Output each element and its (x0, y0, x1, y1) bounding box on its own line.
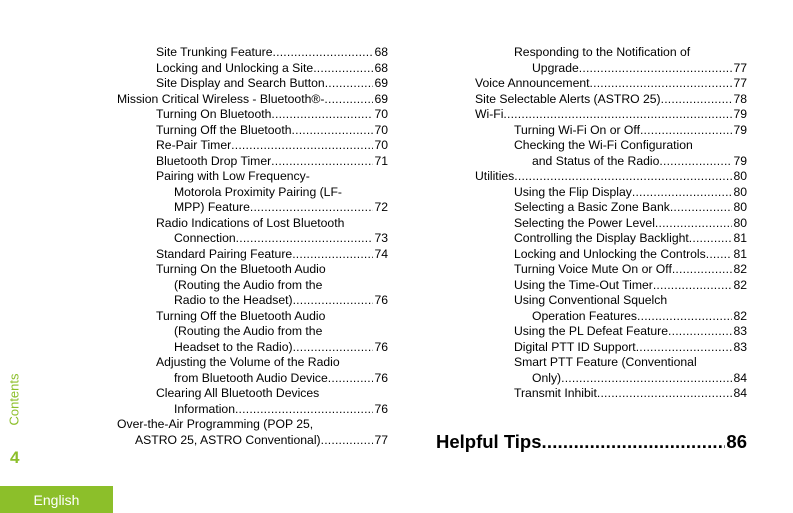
toc-page-number: 84 (733, 386, 747, 400)
toc-page-number: 74 (374, 246, 388, 261)
toc-page-number: 77 (733, 60, 747, 75)
toc-page-number: 76 (374, 339, 388, 354)
toc-page-number: 78 (733, 91, 747, 106)
dot-leader (325, 76, 374, 92)
toc-entry[interactable] (156, 247, 388, 263)
toc-entry-title: Turning Off the Bluetooth Audio (156, 308, 326, 323)
toc-page-number: 82 (733, 308, 747, 323)
toc-entry-title: Site Trunking Feature (156, 45, 273, 59)
toc-page-number: 71 (374, 153, 388, 168)
section-label-text: Contents (6, 373, 22, 426)
toc-page-number: 80 (733, 215, 747, 230)
dot-leader (293, 293, 374, 309)
toc-entry-title: Adjusting the Volume of the Radio (156, 355, 340, 369)
toc-page-number: 76 (374, 370, 388, 385)
toc-entry-title: Re-Pair Timer (156, 138, 232, 152)
toc-entry-title: Responding to the Notification of (514, 45, 691, 59)
toc-entry-title: Pairing with Low Frequency- (156, 169, 310, 183)
toc-page-number: 69 (374, 76, 388, 90)
toc-entry[interactable] (514, 216, 747, 232)
toc-entry-title: Headset to the Radio) (174, 339, 293, 354)
toc-page-number: 73 (374, 231, 388, 245)
dot-leader (653, 278, 733, 294)
dot-leader (668, 324, 732, 340)
toc-entry-title: Turning Wi-Fi On or Off (514, 122, 640, 137)
toc-entry-title: MPP) Feature (174, 200, 250, 214)
dot-leader (661, 92, 733, 108)
toc-entry-title: Turning On the Bluetooth Audio (156, 262, 326, 276)
toc-entry-title: Selecting the Power Level (514, 215, 655, 230)
toc-page-number: 82 (733, 277, 747, 292)
toc-entry[interactable] (514, 200, 747, 216)
dot-leader (293, 340, 374, 356)
language-label: English (33, 491, 80, 508)
dot-leader (637, 309, 732, 325)
toc-entry-title: Information (174, 401, 235, 416)
toc-entry-title: Using the PL Defeat Feature (514, 324, 669, 338)
toc-entry[interactable] (156, 154, 388, 170)
dot-leader (655, 216, 733, 232)
toc-page-number: 80 (733, 200, 747, 214)
section-label (2, 370, 30, 430)
toc-left-column (117, 45, 388, 448)
toc-entry[interactable] (156, 45, 388, 61)
toc-entry-title: Checking the Wi-Fi Configuration (514, 138, 693, 152)
toc-entry[interactable] (156, 386, 388, 417)
toc-entry-title: Using the Time-Out Timer (514, 277, 653, 292)
dot-leader (689, 231, 733, 247)
toc-entry[interactable] (475, 92, 747, 108)
dot-leader (670, 200, 733, 216)
toc-entry[interactable] (475, 169, 747, 185)
toc-entry-title: Upgrade (532, 60, 579, 75)
toc-entry[interactable] (514, 355, 747, 386)
toc-page-number: 76 (374, 401, 388, 416)
toc-entry[interactable] (514, 262, 747, 278)
dot-leader (313, 61, 373, 77)
toc-entry[interactable] (514, 278, 747, 294)
toc-entry[interactable] (156, 138, 388, 154)
dot-leader (271, 154, 373, 170)
dot-leader (561, 371, 732, 387)
toc-entry[interactable] (514, 123, 747, 139)
toc-entry-title: Radio Indications of Lost Bluetooth (156, 215, 345, 230)
toc-entry-title: Standard Pairing Feature (156, 246, 293, 261)
toc-entry-title: (Routing the Audio from the (174, 277, 323, 292)
toc-entry[interactable] (117, 417, 388, 448)
toc-entry-title: and Status of the Radio (532, 153, 660, 168)
dot-leader (503, 107, 732, 123)
dot-leader (636, 340, 733, 356)
toc-entry-title: Digital PTT ID Support (514, 339, 636, 354)
toc-entry-title: Selecting a Basic Zone Bank (514, 200, 670, 214)
toc-entry-title: Locking and Unlocking the Controls (514, 246, 706, 261)
toc-entry-title: Site Display and Search Button (156, 76, 325, 90)
toc-entry[interactable] (514, 386, 747, 402)
toc-page-number: 79 (733, 107, 747, 121)
dot-leader (632, 185, 733, 201)
toc-entry-title: Bluetooth Drop Timer (156, 153, 272, 168)
dot-leader (231, 138, 373, 154)
toc-page-number: 80 (733, 169, 747, 183)
toc-entry-title: Only) (532, 370, 562, 385)
toc-page-number: 83 (733, 324, 747, 338)
dot-leader (292, 247, 373, 263)
dot-leader (672, 262, 733, 278)
toc-page-number: 76 (374, 293, 388, 307)
toc-entry-title: Turning Off the Bluetooth (156, 122, 292, 137)
dot-leader (250, 200, 374, 216)
toc-page-number: 77 (733, 76, 747, 90)
toc-page-number: 69 (374, 91, 388, 106)
dot-leader (273, 45, 374, 61)
toc-entry[interactable] (475, 76, 747, 92)
toc-entry-helpful-tips[interactable] (436, 430, 747, 454)
dot-leader (236, 231, 374, 247)
dot-leader (706, 247, 733, 263)
toc-page-number: 68 (374, 60, 388, 75)
toc-entry[interactable] (156, 355, 388, 386)
toc-entry-title: Transmit Inhibit (514, 386, 597, 400)
toc-entry-title: Using the Flip Display (514, 184, 632, 199)
toc-page-number: 83 (733, 339, 747, 354)
toc-entry-title: Operation Features (532, 308, 638, 323)
dot-leader (321, 433, 374, 449)
toc-page-number: 70 (374, 138, 388, 152)
toc-entry[interactable] (514, 185, 747, 201)
toc-entry-title: Smart PTT Feature (Conventional (514, 355, 697, 369)
toc-page-number: 81 (733, 231, 747, 245)
toc-entry-title: Controlling the Display Backlight (514, 231, 689, 245)
toc-entry-title: ASTRO 25, ASTRO Conventional) (135, 432, 321, 447)
toc-page-number: 80 (733, 184, 747, 199)
dot-leader (579, 61, 733, 77)
toc-entry-title: Helpful Tips (436, 431, 542, 452)
toc-page-number: 81 (733, 246, 747, 261)
toc-page-number: 86 (726, 431, 747, 452)
toc-entry-title: Turning On Bluetooth (156, 107, 272, 121)
toc-entry-title: Site Selectable Alerts (ASTRO 25) (475, 91, 661, 106)
toc-page-number: 79 (733, 122, 747, 137)
toc-entry[interactable] (514, 324, 747, 340)
toc-entry[interactable] (117, 92, 388, 108)
toc-entry-title: Connection (174, 231, 236, 245)
dot-leader (514, 169, 732, 185)
dot-leader (292, 123, 374, 139)
dot-leader (597, 386, 733, 402)
dot-leader (659, 154, 732, 170)
toc-page-number: 79 (733, 153, 747, 168)
dot-leader (640, 123, 732, 139)
language-tab[interactable] (0, 486, 113, 513)
dot-leader (324, 92, 373, 108)
toc-entry[interactable] (156, 107, 388, 123)
toc-entry[interactable] (156, 216, 388, 247)
toc-page-number: 70 (374, 107, 388, 121)
toc-entry-title: Wi-Fi (475, 107, 504, 121)
toc-entry[interactable] (514, 138, 747, 169)
toc-entry[interactable] (514, 340, 747, 356)
toc-entry[interactable] (156, 76, 388, 92)
dot-leader (542, 430, 726, 454)
toc-page-number: 68 (374, 45, 388, 59)
toc-entry[interactable] (156, 262, 388, 309)
dot-leader (328, 371, 374, 387)
dot-leader (590, 76, 733, 92)
toc-entry-title: Voice Announcement (475, 76, 590, 90)
toc-entry-title: Motorola Proximity Pairing (LF- (174, 184, 342, 199)
toc-entry[interactable] (514, 247, 747, 263)
toc-entry[interactable] (514, 293, 747, 324)
toc-entry-title: Clearing All Bluetooth Devices (156, 386, 320, 400)
toc-page-number: 84 (733, 370, 747, 385)
toc-entry-title: Radio to the Headset) (174, 293, 293, 307)
toc-right-column (475, 45, 747, 402)
toc-entry[interactable] (514, 231, 747, 247)
toc-entry[interactable] (156, 61, 388, 77)
toc-entry-title: (Routing the Audio from the (174, 324, 323, 338)
toc-entry[interactable] (156, 309, 388, 356)
toc-entry[interactable] (475, 107, 747, 123)
toc-entry-title: from Bluetooth Audio Device (174, 370, 328, 385)
toc-entry-title: Using Conventional Squelch (514, 293, 668, 307)
page-number: 4 (10, 448, 20, 467)
toc-entry-title: Utilities (475, 169, 515, 183)
toc-entry-title: Mission Critical Wireless - Bluetooth®- (117, 91, 325, 106)
toc-entry[interactable] (156, 123, 388, 139)
toc-page-number: 72 (374, 200, 388, 214)
toc-page-number: 82 (733, 262, 747, 276)
toc-entry[interactable] (156, 169, 388, 216)
dot-leader (271, 107, 373, 123)
toc-entry-title: Locking and Unlocking a Site (156, 60, 314, 75)
toc-page-number: 77 (374, 432, 388, 447)
toc-entry[interactable] (514, 45, 747, 76)
dot-leader (235, 402, 373, 418)
toc-entry-title: Over-the-Air Programming (POP 25, (117, 417, 314, 431)
toc-entry-title: Turning Voice Mute On or Off (514, 262, 672, 276)
toc-page-number: 70 (374, 122, 388, 137)
